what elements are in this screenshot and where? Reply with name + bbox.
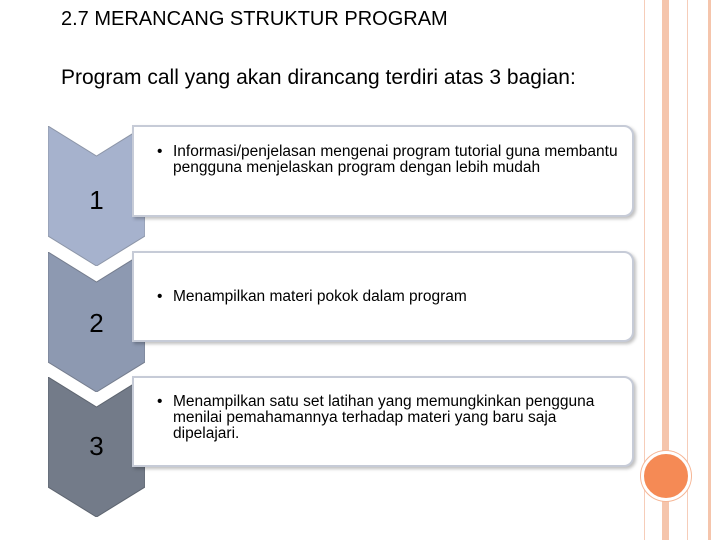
step-1-number: 1 [89,185,104,215]
decorative-circle [641,451,691,501]
step-1-text: • Informasi/penjelasan mengenai program tutorial guna membantu pengguna menjelaskan program dengan lebih mudah [134,144,632,176]
step-3-number: 3 [89,431,104,461]
step-2-text: • Menampilkan materi pokok dalam program [134,289,632,305]
step-2-box [132,251,634,342]
decorative-stripe [708,0,711,540]
step-3-box [132,376,634,467]
slide-subtitle: Program call yang akan dirancang terdiri atas 3 bagian: [61,66,576,89]
step-2-number: 2 [89,308,104,338]
slide-title: 2.7 MERANCANG STRUKTUR PROGRAM [61,8,448,30]
step-3-text: • Menampilkan satu set latihan yang memungkinkan pengguna menilai pemahamannya terhadap materi yang baru saja dipelajari. [134,394,632,442]
step-1-box [132,125,634,217]
